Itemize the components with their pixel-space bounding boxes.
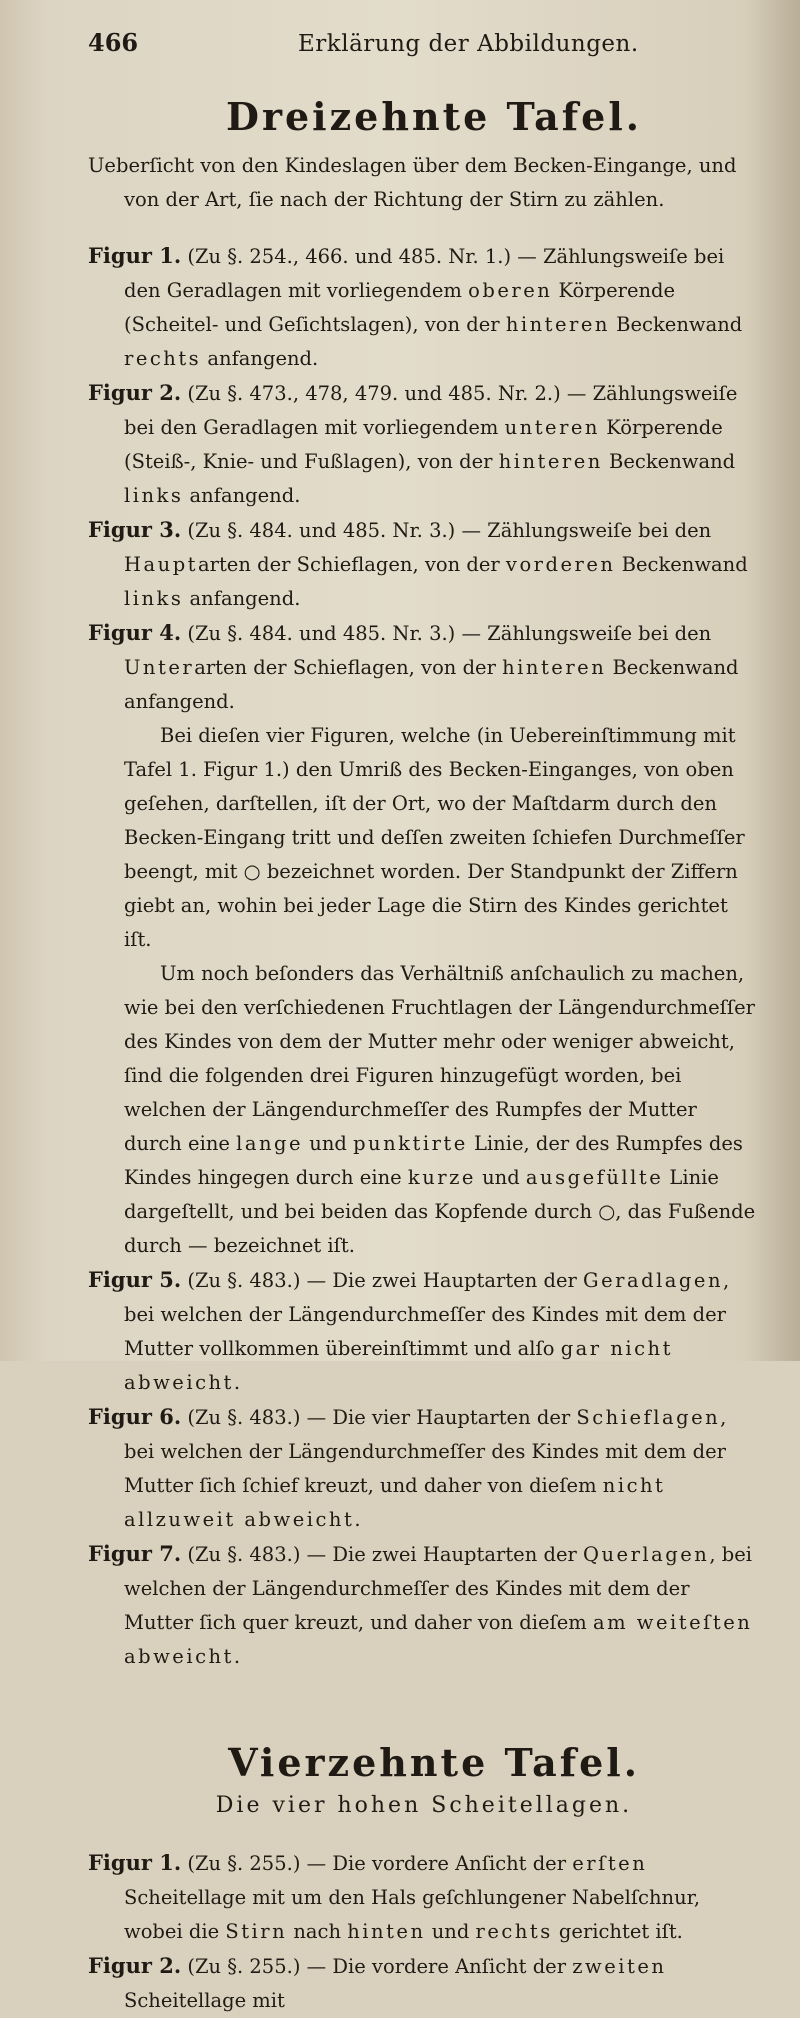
spaced-term: kurze xyxy=(407,1166,476,1189)
figure-text: Beckenwand anfangend. xyxy=(124,656,739,713)
figure-text: Scheitellage mit xyxy=(124,1989,285,2012)
plate-14-title: Vierzehnte Tafel. xyxy=(228,1740,640,1785)
plate-13-figure-7 xyxy=(88,1537,760,1674)
spaced-term: erſten xyxy=(572,1852,648,1875)
figure-text: . xyxy=(354,1508,361,1531)
figure-text: Beckenwand xyxy=(609,313,743,336)
plate-13-figure-5 xyxy=(88,1263,760,1400)
figure-text: Körperende (Scheitel- und Geſichtslagen), von der xyxy=(124,279,676,336)
figure-text: (Zu §. 483.) — Die vier Hauptarten der xyxy=(181,1406,577,1429)
running-head xyxy=(88,28,760,72)
paragraph-text: und xyxy=(475,1166,526,1189)
spaced-term: Geradlagen xyxy=(583,1269,724,1292)
figure-text: arten der Schieflagen, von der xyxy=(198,553,506,576)
spaced-term: links xyxy=(124,587,184,610)
figure-text: (Zu §. 255.) — Die vordere Anſicht der xyxy=(181,1852,573,1875)
figure-label: Figur 4. xyxy=(88,620,182,645)
spaced-term: Schieflagen xyxy=(576,1406,721,1429)
figure-label: Figur 5. xyxy=(88,1267,182,1292)
figure-text: . xyxy=(233,1645,241,1668)
figure-text: anfangend. xyxy=(183,587,301,610)
figure-text: , bei welchen der Längendurchmeſſer des Kindes mit dem der Mutter vollkommen übereinſtimmt und alſo xyxy=(124,1269,730,1360)
figure-text: (Zu §. 473., 478, 479. und 485. Nr. 2.) — Zählungsweiſe bei den Geradlagen mit vorliegendem xyxy=(124,382,738,439)
spaced-term: vorderen xyxy=(505,553,616,576)
plate-13-paragraph-2 xyxy=(88,957,760,1263)
figure-text: anfangend. xyxy=(201,347,319,370)
spaced-term: Unter xyxy=(124,656,195,679)
spaced-term: am weiteſten abweicht xyxy=(124,1611,753,1668)
figure-text: nach xyxy=(287,1920,348,1943)
spaced-term: nicht allzuweit abweicht xyxy=(124,1474,666,1531)
paragraph-text: Um noch beſonders das Verhältniß anſchaulich zu machen, wie bei den verſchiedenen Fruchtlagen der Längendurchmeſſer des Kindes von dem der Mutter mehr oder weniger abweicht, ſind die folgenden drei Figuren hinzugefügt worden, bei welchen der Längendurchmeſſer des Rumpfes der Mutter durch eine xyxy=(124,962,755,1155)
page-number: 466 xyxy=(88,28,139,57)
spaced-term: Querlagen xyxy=(583,1543,710,1566)
figure-label: Figur 1. xyxy=(88,243,182,268)
spaced-term: Haupt xyxy=(124,553,199,576)
paragraph-text: und xyxy=(303,1132,354,1155)
plate-14-subtitle: Die vier hohen Scheitellagen. xyxy=(215,1793,633,1818)
spaced-term: Stirn xyxy=(225,1920,288,1943)
plate-13-figure-6 xyxy=(88,1400,760,1537)
spaced-term: hinteren xyxy=(502,656,607,679)
plate-13-title: Dreizehnte Tafel. xyxy=(225,94,642,139)
spaced-term: unteren xyxy=(504,416,600,439)
figure-text: (Zu §. 484. und 485. Nr. 3.) — Zählungsweiſe bei den xyxy=(181,519,712,542)
paragraph-text: Linie dargeſtellt, und bei beiden das Kopfende durch ○, das Fußende durch — bezeichnet iſt. xyxy=(124,1166,756,1257)
spaced-term: hinten xyxy=(347,1920,426,1943)
spaced-term: oberen xyxy=(468,279,553,302)
spaced-term: lange xyxy=(236,1132,304,1155)
spaced-term: gar nicht abweicht xyxy=(124,1337,673,1394)
figure-text: und xyxy=(425,1920,476,1943)
plate-14-figure-1 xyxy=(88,1846,760,1949)
spaced-term: hinteren xyxy=(505,313,610,336)
plate-13-figure-1 xyxy=(88,239,760,376)
figure-label: Figur 2. xyxy=(88,380,182,405)
paragraph-text: Linie, der des Rumpfes des Kindes hingegen durch eine xyxy=(124,1132,743,1189)
spaced-term: rechts xyxy=(475,1920,553,1943)
plate-13-paragraph-1: Bei dieſen vier Figuren, welche (in Uebereinſtimmung mit Tafel 1. Figur 1.) den Umriß des Becken-Einganges, von oben geſehen, darſtellen, iſt der Ort, wo der Maſtdarm durch den Becken-Eingang tritt und deſſen zweiten ſchiefen Durchmeſſer beengt, mit ○ bezeichnet worden. Der Standpunkt der Ziffern giebt an, wohin bei jeder Lage die Stirn des Kindes gerichtet iſt. xyxy=(124,724,745,951)
spaced-term: hinteren xyxy=(498,450,603,473)
figure-label: Figur 2. xyxy=(88,1953,182,1978)
figure-text: (Zu §. 255.) — Die vordere Anſicht der xyxy=(181,1955,573,1978)
plate-14-figure-2 xyxy=(88,1949,760,2018)
figure-text: , bei welchen der Längendurchmeſſer des Kindes mit dem der Mutter ſich ſchief kreuzt, und daher von dieſem xyxy=(124,1406,727,1497)
figure-label: Figur 3. xyxy=(88,517,182,542)
figure-text: Beckenwand xyxy=(615,553,748,576)
figure-text: (Zu §. 483.) — Die zwei Hauptarten der xyxy=(181,1269,584,1292)
figure-text: , bei welchen der Längendurchmeſſer des Kindes mit dem der Mutter ſich quer kreuzt, und daher von dieſem xyxy=(124,1543,753,1634)
plate-13-intro: Ueberſicht von den Kindeslagen über dem Becken-Eingange, und von der Art, ſie nach der Richtung der Stirn zu zählen. xyxy=(88,154,737,211)
spaced-term: punktirte xyxy=(353,1132,468,1155)
spaced-term: zweiten xyxy=(572,1955,667,1978)
plate-13-figure-4 xyxy=(88,616,760,719)
figure-text: Beckenwand xyxy=(602,450,736,473)
figure-text: Körperende (Steiß-, Knie- und Fußlagen), von der xyxy=(124,416,723,473)
spaced-term: ausgefüllte xyxy=(525,1166,664,1189)
figure-text: (Zu §. 484. und 485. Nr. 3.) — Zählungsweiſe bei den xyxy=(181,622,712,645)
spaced-term: rechts xyxy=(124,347,202,370)
figure-label: Figur 1. xyxy=(88,1850,182,1875)
figure-label: Figur 7. xyxy=(88,1541,182,1566)
figure-text: anfangend. xyxy=(183,484,301,507)
figure-text: gerichtet iſt. xyxy=(552,1920,683,1943)
spaced-term: links xyxy=(124,484,184,507)
figure-text: (Zu §. 483.) — Die zwei Hauptarten der xyxy=(181,1543,584,1566)
plate-13-figure-3 xyxy=(88,513,760,616)
plate-13-figure-2 xyxy=(88,376,760,513)
running-title: Erklärung der Abbildungen. xyxy=(298,31,639,57)
figure-text: Scheitellage mit um den Hals geſchlungener Nabelſchnur, wobei die xyxy=(124,1886,701,1943)
figure-text: (Zu §. 254., 466. und 485. Nr. 1.) — Zählungsweiſe bei den Geradlagen mit vorliegendem xyxy=(124,245,725,302)
figure-label: Figur 6. xyxy=(88,1404,182,1429)
figure-text: arten der Schieflagen, von der xyxy=(194,656,503,679)
figure-text: . xyxy=(233,1371,241,1394)
